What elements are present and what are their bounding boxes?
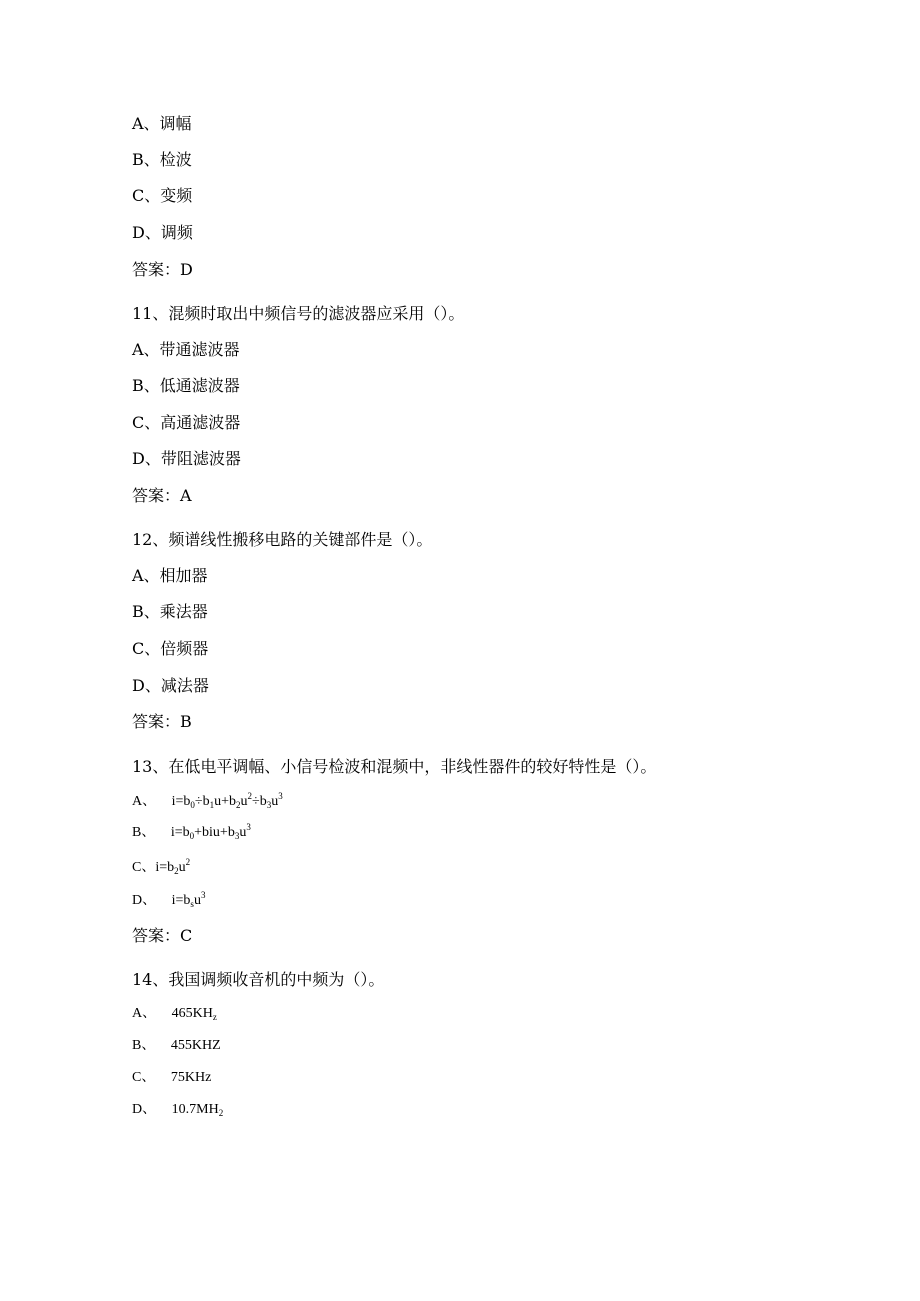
option-value: $465KH_z$ (171, 1006, 217, 1022)
option-prefix: A、 (132, 794, 157, 809)
option-prefix: A、 (132, 1006, 157, 1021)
option-d: D、减法器 (132, 676, 209, 695)
formula-text: $i=b_su^3$ (171, 890, 206, 909)
option-a: A、调幅 (132, 114, 192, 133)
answer: 答案：C (132, 926, 193, 945)
question-13: 13、在低电平调幅、小信号检波和混频中，非线性器件的较好特性是（）。 (132, 757, 657, 776)
question-11: 11、混频时取出中频信号的滤波器应采用（）。 (132, 304, 465, 323)
option-c: C、倍频器 (132, 639, 209, 658)
option-c: C、变频 (132, 186, 193, 205)
option-d: D、带阻滤波器 (132, 449, 241, 468)
option-c (132, 1068, 211, 1088)
option-value: 75KHz (170, 1070, 212, 1085)
option-c: C、高通滤波器 (132, 413, 241, 432)
option-prefix: D、 (132, 893, 157, 908)
formula-text: $i=b_2u^2$ (155, 857, 191, 876)
option-b: B、乘法器 (132, 602, 208, 621)
option-d: D、调频 (132, 223, 193, 242)
option-c (132, 858, 190, 878)
question-12: 12、频谱线性搬移电路的关键部件是（）。 (132, 530, 433, 549)
option-prefix: B、 (132, 825, 156, 840)
option-d (132, 1100, 223, 1120)
formula-text: $i=b_0\div b_1u+b_2u^2\div b_3u^3$ (171, 791, 283, 810)
option-a: A、带通滤波器 (132, 340, 240, 359)
option-b: B、低通滤波器 (132, 376, 240, 395)
option-prefix: C、 (132, 860, 156, 875)
answer: 答案：A (132, 486, 192, 505)
answer: 答案：B (132, 712, 192, 731)
option-prefix: C、 (132, 1070, 156, 1085)
question-14: 14、我国调频收音机的中频为（）。 (132, 970, 385, 989)
option-value: 455KHZ (170, 1038, 221, 1053)
option-b (132, 823, 251, 843)
option-a: A、相加器 (132, 566, 208, 585)
option-d (132, 891, 205, 911)
option-a (132, 1004, 217, 1024)
option-a (132, 792, 283, 812)
option-value: $10.7MH_2$ (171, 1102, 224, 1118)
option-prefix: D、 (132, 1102, 157, 1117)
answer: 答案：D (132, 260, 193, 279)
option-b: B、检波 (132, 150, 192, 169)
option-prefix: B、 (132, 1038, 156, 1053)
option-b (132, 1036, 221, 1056)
formula-text: $i=b_0+biu+b_3u^3$ (170, 822, 251, 841)
